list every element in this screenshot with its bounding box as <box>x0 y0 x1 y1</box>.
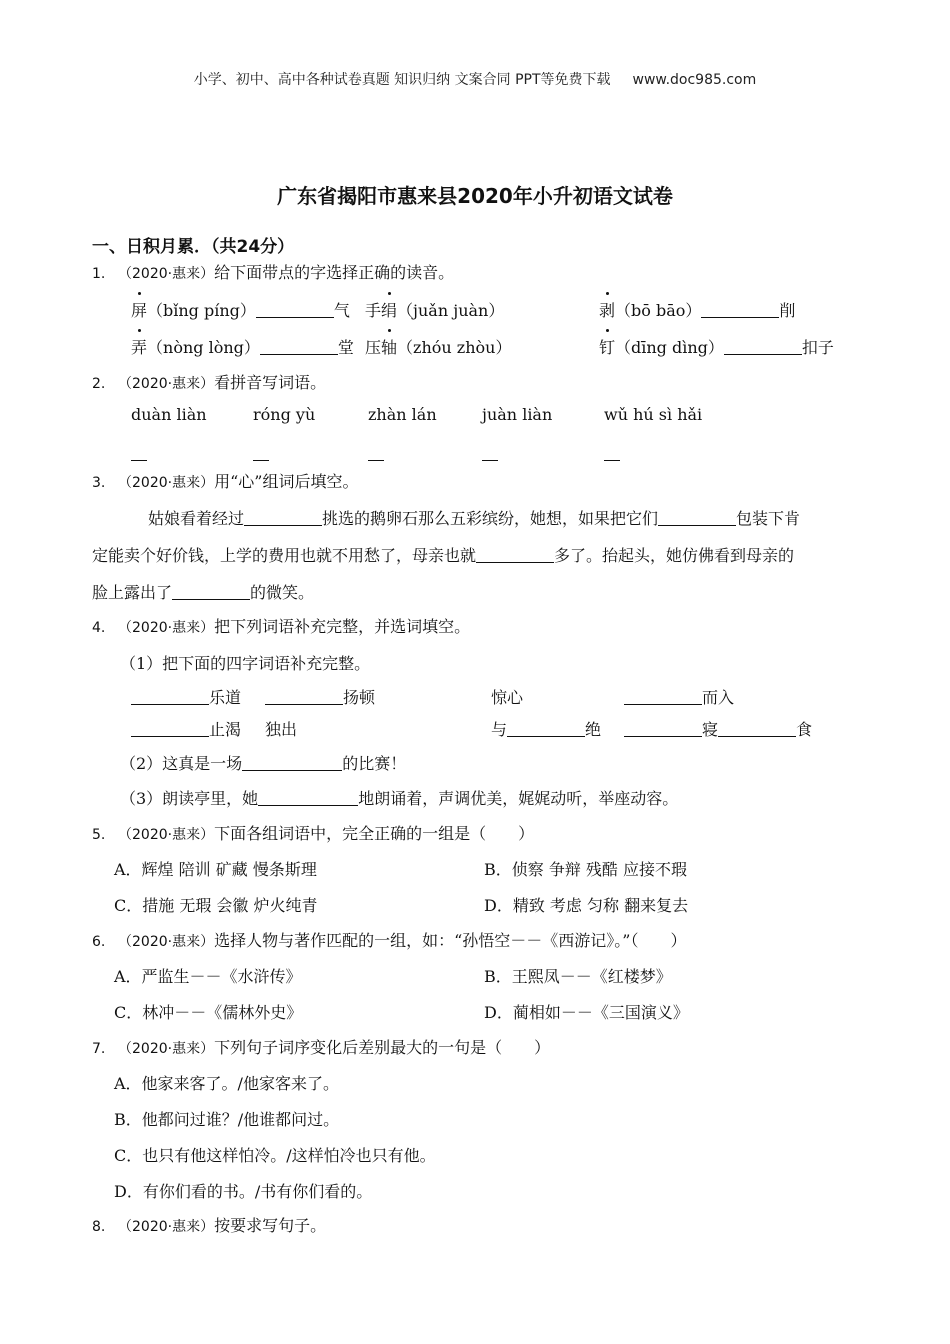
question-number: 8. <box>92 1219 106 1235</box>
word-head: 压 <box>365 338 382 357</box>
answer-blank[interactable] <box>131 688 209 705</box>
passage-text: 多了。抬起头，她仿佛看到母亲的 <box>554 546 795 565</box>
idiom-6 <box>265 717 297 740</box>
pinyin-options: （juǎn juàn） <box>397 301 505 320</box>
q4-sub-1: （1）把下面的四字词语补充完整。 <box>120 654 371 673</box>
word-tail: 扣子 <box>801 338 834 357</box>
answer-blank[interactable] <box>244 509 322 526</box>
pinyin-word-1: duàn liàn <box>131 405 207 424</box>
idiom-3 <box>491 685 523 708</box>
question-text: 看拼音写词语。 <box>214 373 327 392</box>
question-3-stem <box>92 469 358 492</box>
question-number: 3. <box>92 475 106 491</box>
question-text: 把下列词语补充完整，并选词填空。 <box>214 617 471 636</box>
pinyin-word-3: zhàn lán <box>368 405 437 424</box>
q1-item-2 <box>365 298 504 321</box>
q1-item-4 <box>131 335 354 358</box>
question-text: 下列句子词序变化后差别最大的一句是（ ） <box>214 1038 551 1057</box>
question-number: 1. <box>92 266 106 282</box>
question-number: 6. <box>92 934 106 950</box>
answer-blank[interactable] <box>724 338 802 355</box>
idiom-1 <box>131 685 241 708</box>
header-text: 小学、初中、高中各种试卷真题 知识归纳 文案合同 PPT等免费下载 <box>193 72 611 88</box>
question-text: 选择人物与著作匹配的一组，如：“孙悟空－－《西游记》。”（ ） <box>214 931 687 950</box>
q4-sub-3 <box>120 786 678 809</box>
pinyin-options: （bō bāo） <box>615 301 702 320</box>
answer-blank[interactable] <box>604 440 620 463</box>
word-head: 手 <box>365 301 382 320</box>
question-source: （2020·惠来） <box>118 934 215 950</box>
idiom-2 <box>265 685 375 708</box>
passage-text: 脸上露出了 <box>92 583 173 602</box>
idiom-text: 食 <box>796 720 813 739</box>
answer-blank[interactable] <box>131 440 147 463</box>
passage-text: 的微笑。 <box>250 583 315 602</box>
answer-blank[interactable] <box>256 301 334 318</box>
idiom-text: 寝 <box>702 720 719 739</box>
dotted-char: 剥 <box>599 298 615 321</box>
idiom-text: 乐道 <box>209 688 242 707</box>
idiom-text: 扬顿 <box>343 688 376 707</box>
answer-blank[interactable] <box>260 338 338 355</box>
pinyin-word-4: juàn liàn <box>482 405 553 424</box>
idiom-text: 止渴 <box>209 720 242 739</box>
answer-blank[interactable] <box>624 720 702 737</box>
idiom-5 <box>131 717 241 740</box>
passage-text: 挑选的鹅卵石那么五彩缤纷，她想，如果把它们 <box>322 509 659 528</box>
header-site-link[interactable]: www.doc985.com <box>632 72 757 88</box>
q4-sub-2 <box>120 751 406 774</box>
q3-line-2 <box>92 543 794 566</box>
option-d[interactable]: D．精致 考虑 匀称 翻来复去 <box>484 896 689 915</box>
question-text: 下面各组词语中，完全正确的一组是（ ） <box>214 824 535 843</box>
question-source: （2020·惠来） <box>118 1041 215 1057</box>
answer-blank[interactable] <box>507 720 585 737</box>
sub-text: （2）这真是一场 <box>120 754 243 773</box>
question-number: 5. <box>92 827 106 843</box>
sub-text: 地朗诵着，声调优美，娓娓动听，举座动容。 <box>358 789 679 808</box>
idiom-8 <box>624 717 812 740</box>
question-5-stem <box>92 821 534 844</box>
answer-blank[interactable] <box>265 688 343 705</box>
dotted-char: 钉 <box>599 335 615 358</box>
answer-blank[interactable] <box>718 720 796 737</box>
question-1-stem <box>92 260 454 283</box>
word-tail: 气 <box>333 301 350 320</box>
dotted-char: 绢 <box>381 298 397 321</box>
passage-text: 姑娘看着经过 <box>148 509 245 528</box>
question-source: （2020·惠来） <box>118 827 215 843</box>
idiom-text: 独出 <box>265 720 298 739</box>
question-text: 给下面带点的字选择正确的读音。 <box>214 263 455 282</box>
option-b[interactable]: B．他都问过谁？/他谁都问过。 <box>114 1110 340 1129</box>
idiom-4 <box>624 685 734 708</box>
option-a[interactable]: A．辉煌 陪训 矿藏 慢条斯理 <box>114 860 317 879</box>
question-number: 4. <box>92 620 106 636</box>
q1-item-6 <box>599 335 834 358</box>
option-c[interactable]: C．也只有他这样怕冷。/这样怕冷也只有他。 <box>114 1146 436 1165</box>
answer-blank[interactable] <box>701 301 779 318</box>
idiom-text: 与 <box>491 720 508 739</box>
option-d[interactable]: D．蔺相如－－《三国演义》 <box>484 1003 689 1022</box>
answer-blank[interactable] <box>482 440 498 463</box>
pinyin-word-5: wǔ hú sì hǎi <box>604 405 703 424</box>
q3-line-3 <box>92 580 314 603</box>
option-d[interactable]: D．有你们看的书。/书有你们看的。 <box>114 1182 373 1201</box>
page-header <box>0 69 950 89</box>
answer-blank[interactable] <box>258 789 358 806</box>
option-c[interactable]: C．林冲－－《儒林外史》 <box>114 1003 303 1022</box>
question-number: 2. <box>92 376 106 392</box>
q3-line-1 <box>148 506 800 529</box>
option-b[interactable]: B．侦察 争辩 残酷 应接不瑕 <box>484 860 688 879</box>
question-8-stem <box>92 1213 326 1236</box>
question-source: （2020·惠来） <box>118 266 215 282</box>
dotted-char: 屏 <box>131 298 147 321</box>
word-tail: 削 <box>779 301 796 320</box>
dotted-char: 轴 <box>381 335 397 358</box>
passage-text: 定能卖个好价钱，上学的费用也就不用愁了，母亲也就 <box>92 546 477 565</box>
word-tail: 堂 <box>337 338 354 357</box>
option-a[interactable]: A．严监生－－《水浒传》 <box>114 967 302 986</box>
idiom-7 <box>491 717 601 740</box>
dotted-char: 弄 <box>131 335 147 358</box>
answer-blank[interactable] <box>624 688 702 705</box>
question-7-stem <box>92 1035 550 1058</box>
answer-blank[interactable] <box>242 754 342 771</box>
idiom-text: 惊心 <box>491 688 524 707</box>
section-heading: 一、日积月累．（共24分） <box>92 237 295 257</box>
answer-blank[interactable] <box>658 509 736 526</box>
q1-item-1 <box>131 298 350 321</box>
question-text: 按要求写句子。 <box>214 1216 327 1235</box>
idiom-text: 绝 <box>585 720 602 739</box>
q1-item-5 <box>365 335 511 358</box>
pinyin-word-2: róng yù <box>253 405 316 424</box>
pinyin-options: （bǐng píng） <box>147 301 256 320</box>
option-a[interactable]: A．他家来客了。/他家客来了。 <box>114 1074 339 1093</box>
question-6-stem <box>92 928 686 951</box>
q1-item-3 <box>599 298 795 321</box>
answer-blank[interactable] <box>368 440 384 463</box>
option-c[interactable]: C．措施 无瑕 会徽 炉火纯青 <box>114 896 318 915</box>
question-text: 用“心”组词后填空。 <box>214 472 359 491</box>
question-number: 7. <box>92 1041 106 1057</box>
question-source: （2020·惠来） <box>118 620 215 636</box>
passage-text: 包装下肯 <box>736 509 801 528</box>
answer-blank[interactable] <box>253 440 269 463</box>
question-source: （2020·惠来） <box>118 1219 215 1235</box>
question-4-stem <box>92 614 470 637</box>
sub-text: （3）朗读亭里，她 <box>120 789 259 808</box>
pinyin-options: （nòng lòng） <box>147 338 260 357</box>
pinyin-options: （zhóu zhòu） <box>397 338 512 357</box>
pinyin-options: （dīng dìng） <box>615 338 724 357</box>
question-2-stem <box>92 370 326 393</box>
sub-text: 的比赛！ <box>342 754 407 773</box>
answer-blank[interactable] <box>172 583 250 600</box>
option-b[interactable]: B．王熙凤－－《红楼梦》 <box>484 967 672 986</box>
question-source: （2020·惠来） <box>118 376 215 392</box>
exam-title: 广东省揭阳市惠来县2020年小升初语文试卷 <box>277 184 673 208</box>
idiom-text: 而入 <box>702 688 735 707</box>
answer-blank[interactable] <box>131 720 209 737</box>
question-source: （2020·惠来） <box>118 475 215 491</box>
answer-blank[interactable] <box>476 546 554 563</box>
